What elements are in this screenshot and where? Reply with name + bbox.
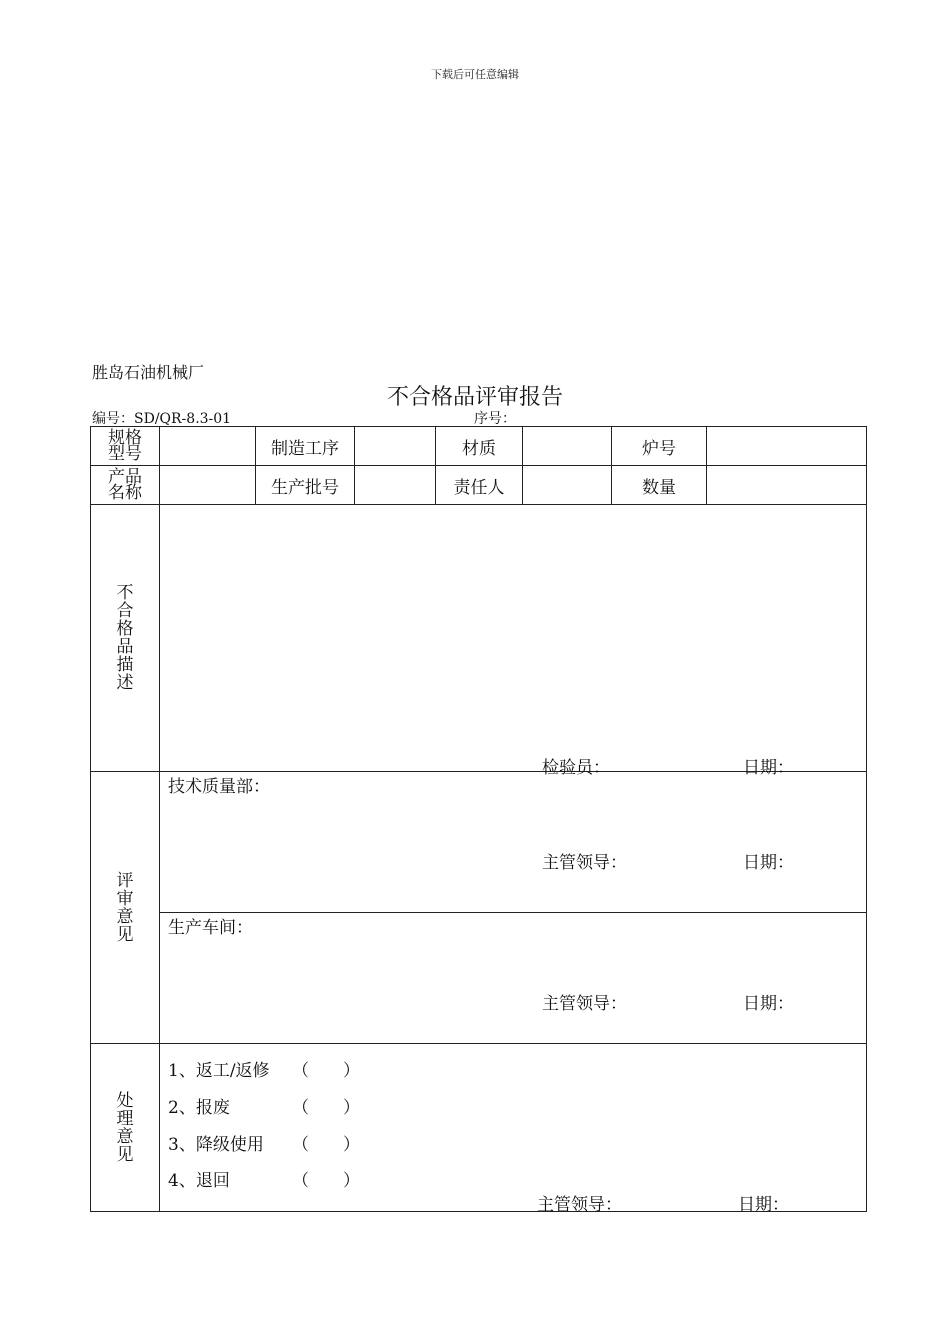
tech-dept-opinion-field[interactable] (160, 772, 867, 913)
table-row (91, 1044, 867, 1212)
serial-number-label: 序号： (474, 411, 516, 427)
option-text: 3、降级使用 (168, 1135, 264, 1155)
disposal-option-rework[interactable] (168, 1056, 360, 1081)
batch-label: 生产批号 (256, 466, 355, 505)
quantity-field[interactable] (707, 466, 867, 505)
company-name: 胜岛石油机械厂 (92, 363, 205, 382)
disposal-option-scrap[interactable] (168, 1093, 360, 1118)
label-char: 见 (116, 924, 134, 945)
inspector-label: 检验员： (542, 758, 610, 778)
name-label-line2: 名称 (108, 483, 142, 503)
option-checkbox[interactable]: （ ） (292, 1061, 360, 1081)
option-checkbox[interactable]: （ ） (292, 1171, 360, 1191)
label-char: 评 (116, 870, 134, 891)
batch-field[interactable] (355, 466, 436, 505)
workshop-label: 生产车间： (168, 918, 253, 938)
disposal-option-return[interactable] (168, 1166, 360, 1191)
furnace-label: 炉号 (612, 427, 707, 466)
table-row (91, 427, 867, 466)
tech-dept-label: 技术质量部： (168, 777, 270, 797)
label-char: 述 (116, 673, 134, 693)
label-char: 处 (116, 1090, 134, 1111)
process-label: 制造工序 (256, 427, 355, 466)
spec-model-field[interactable] (160, 427, 256, 466)
label-char: 理 (116, 1108, 134, 1129)
tech-leader-label: 主管领导： (542, 853, 627, 873)
option-checkbox[interactable]: （ ） (292, 1098, 360, 1118)
option-text: 2、报废 (168, 1098, 230, 1118)
label-char: 品 (116, 637, 134, 657)
material-label: 材质 (436, 427, 523, 466)
table-row (91, 505, 867, 772)
label-char: 不 (116, 583, 134, 603)
product-name-label (91, 466, 160, 505)
label-char: 审 (116, 888, 134, 909)
responsible-field[interactable] (523, 466, 612, 505)
option-text: 1、返工/返修 (168, 1061, 270, 1081)
label-char: 意 (116, 1126, 134, 1147)
disposal-field (160, 1044, 867, 1215)
disposal-date-label: 日期： (738, 1195, 789, 1215)
name-label-line1: 产品 (108, 467, 142, 487)
quantity-label: 数量 (612, 466, 707, 505)
workshop-opinion-field[interactable] (160, 913, 867, 1044)
inspector-date-label: 日期： (743, 758, 794, 778)
responsible-label: 责任人 (436, 466, 523, 505)
disposal-leader-label: 主管领导： (537, 1195, 622, 1215)
header-note: 下载后可任意编辑 (431, 68, 519, 81)
material-field[interactable] (523, 427, 612, 466)
spec-label-line2: 型号 (108, 444, 142, 464)
description-label (91, 505, 160, 772)
disposal-option-downgrade[interactable] (168, 1130, 360, 1155)
label-char: 意 (116, 906, 134, 927)
review-label (91, 772, 160, 1044)
page-title: 不合格品评审报告 (386, 385, 563, 410)
tech-date-label: 日期： (743, 853, 794, 873)
spec-label-line1: 规格 (108, 428, 142, 448)
review-form-table (90, 426, 867, 1215)
workshop-date-label: 日期： (743, 994, 794, 1014)
form-code: 编号：SD/QR-8.3-01 (92, 411, 232, 427)
description-field[interactable] (160, 505, 867, 778)
option-checkbox[interactable]: （ ） (292, 1135, 360, 1155)
table-row (91, 466, 867, 505)
process-field[interactable] (355, 427, 436, 466)
label-char: 格 (116, 619, 134, 639)
disposal-label (91, 1044, 160, 1212)
table-row (91, 772, 867, 913)
option-text: 4、退回 (168, 1171, 230, 1191)
label-char: 描 (116, 655, 134, 675)
furnace-field[interactable] (707, 427, 867, 466)
label-char: 合 (116, 601, 134, 621)
workshop-leader-label: 主管领导： (542, 994, 627, 1014)
product-name-field[interactable] (160, 466, 256, 505)
spec-model-label (91, 427, 160, 466)
table-row (91, 913, 867, 1044)
label-char: 见 (116, 1144, 134, 1165)
